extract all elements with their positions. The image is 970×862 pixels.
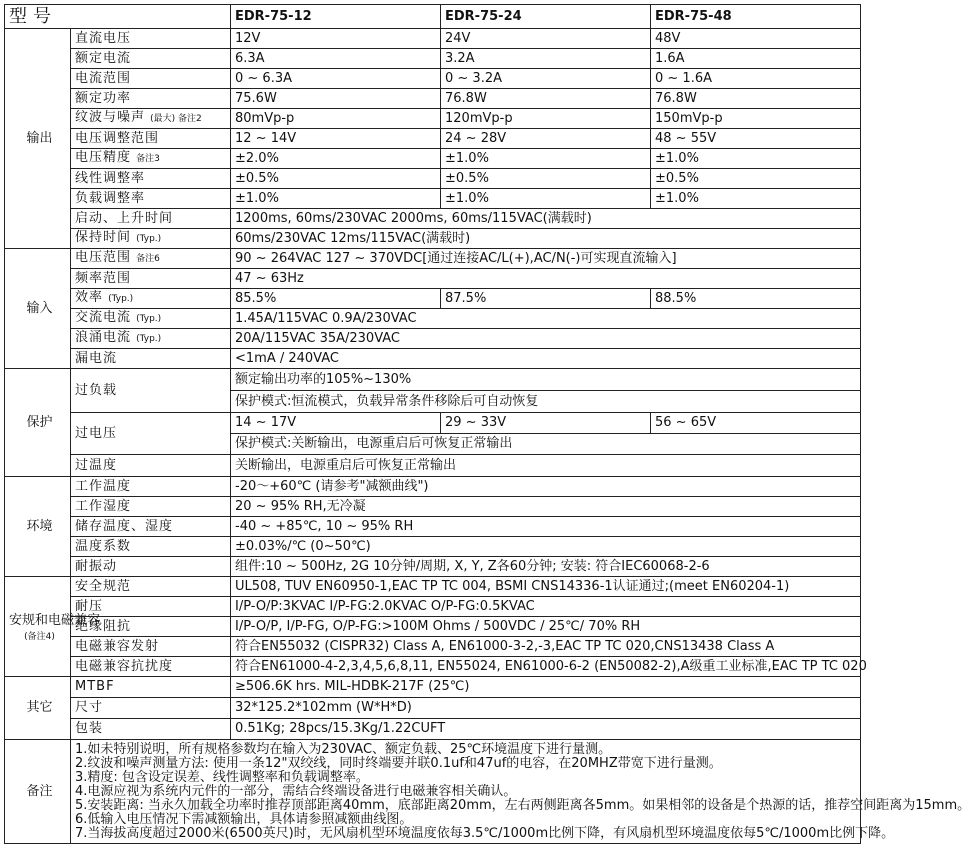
model-type-label: 型号: [5, 5, 231, 29]
cell-value: ±1.0%: [231, 189, 441, 209]
label-text: 电压精度: [75, 150, 132, 165]
row-label: [71, 249, 231, 269]
remark-line: 5.安装距离: 当永久加载全功率时推荐顶部距离40mm，底部距离20mm，左右两侧距离各5mm。如果相邻的设备是个热源的话，推荐空间距离为15mm。: [75, 797, 970, 813]
cell-value: ≥506.6K hrs. MIL-HDBK-217F (25℃): [231, 677, 861, 698]
cell-value: ±0.5%: [441, 169, 651, 189]
label-text: 耐振动: [75, 558, 118, 574]
table-row: [5, 309, 861, 329]
table-row: [5, 657, 861, 677]
cell-value: 56 ~ 65V: [651, 413, 861, 434]
label-text: MTBF: [75, 679, 115, 694]
table-row: [5, 5, 861, 29]
cell-value: 75.6W: [231, 89, 441, 109]
table-row: [5, 413, 861, 434]
row-label: [71, 517, 231, 537]
label-text: 储存温度、湿度: [75, 518, 174, 534]
cell-value: 24 ~ 28V: [441, 129, 651, 149]
cell-value: <1mA / 240VAC: [231, 349, 861, 369]
cell-value: 3.2A: [441, 49, 651, 69]
group-title: 输出: [26, 130, 53, 146]
cell-value: 29 ~ 33V: [441, 413, 651, 434]
cell-value: 符合EN61000-4-2,3,4,5,6,8,11, EN55024, EN61000-6-2 (EN50082-2),A级重工业标准,EAC TP TC 020: [231, 657, 861, 677]
row-label: [71, 537, 231, 557]
group-title: 输入: [26, 300, 53, 316]
remark-line: 1.如未特别说明，所有规格参数均在输入为230VAC、额定负载、25℃环境温度下进行量测。: [75, 741, 612, 757]
label-note: (Typ.): [136, 314, 162, 324]
cell-value: 48V: [651, 29, 861, 49]
label-text: 效率: [75, 290, 104, 305]
output-group: [5, 29, 71, 249]
row-label: [71, 657, 231, 677]
row-label: [71, 637, 231, 657]
table-row: [5, 477, 861, 497]
cell-value: 12V: [231, 29, 441, 49]
table-row: [5, 189, 861, 209]
cell-value: 0 ~ 6.3A: [231, 69, 441, 89]
cell-value: -40 ~ +85℃, 10 ~ 95% RH: [231, 517, 861, 537]
cell-value: -20～+60℃ (请参考"减额曲线"): [231, 477, 861, 497]
group-note: (备注4): [24, 632, 55, 642]
cell-value: 保护模式:关断输出，电源重启后可恢复正常输出: [231, 434, 861, 455]
label-text: 直流电压: [75, 30, 132, 46]
table-row: [5, 49, 861, 69]
remark-line: 7.当海拔高度超过2000米(6500英尺)时，无风扇机型环境温度依每3.5℃/1000m比例下降，有风扇机型环境温度依每5℃/1000m比例下降。: [75, 825, 895, 841]
cell-value: 76.8W: [441, 89, 651, 109]
label-text: 额定功率: [75, 90, 132, 106]
remark-line: 2.纹波和噪声测量方法: 使用一条12"双绞线，同时终端要并联0.1uf和47uf的电容，在20MHZ带宽下进行量测。: [75, 755, 722, 771]
cell-value: ±0.5%: [651, 169, 861, 189]
row-label: 过电压: [71, 413, 231, 455]
table-row: [5, 677, 861, 698]
cell-value: 14 ~ 17V: [231, 413, 441, 434]
row-label: [71, 719, 231, 740]
table-row: [5, 369, 861, 391]
cell-value: 1200ms, 60ms/230VAC 2000ms, 60ms/115VAC(满载时): [231, 209, 861, 229]
row-label: [71, 109, 231, 129]
table-row: [5, 169, 861, 189]
group-title: 保护: [26, 414, 53, 430]
cell-value: 48 ~ 55V: [651, 129, 861, 149]
group-title: 安规和电磁兼容: [9, 613, 101, 628]
label-text: 电磁兼容发射: [75, 638, 160, 654]
table-row: [5, 597, 861, 617]
label-text: 工作温度: [75, 478, 132, 494]
label-text: 负载调整率: [75, 190, 146, 206]
model-name: EDR-75-24: [441, 5, 651, 29]
group-title: 备注: [26, 783, 53, 799]
label-text: 启动、上升时间: [75, 210, 174, 226]
cell-value: I/P-O/P:3KVAC I/P-FG:2.0KVAC O/P-FG:0.5KVAC: [231, 597, 861, 617]
spec-table: [4, 4, 970, 844]
label-text: 电压调整范围: [75, 130, 160, 146]
cell-value: 85.5%: [231, 289, 441, 309]
cell-value: 90 ~ 264VAC 127 ~ 370VDC[通过连接AC/L(+),AC/N(-)可实现直流输入]: [231, 249, 861, 269]
label-text: 交流电流: [75, 310, 132, 325]
table-row: [5, 497, 861, 517]
row-label: [71, 349, 231, 369]
cell-value: 额定输出功率的105%~130%: [231, 369, 861, 391]
table-row: [5, 249, 861, 269]
group-title: 其它: [26, 700, 53, 715]
cell-value: 60ms/230VAC 12ms/115VAC(满载时): [231, 229, 861, 249]
label-text: 浪涌电流: [75, 330, 132, 345]
table-row: [5, 455, 861, 477]
table-row: [5, 229, 861, 249]
cell-value: 12 ~ 14V: [231, 129, 441, 149]
row-label: [71, 89, 231, 109]
cell-value: 87.5%: [441, 289, 651, 309]
row-label: [71, 229, 231, 249]
model-name: EDR-75-48: [651, 5, 861, 29]
cell-value: 1.6A: [651, 49, 861, 69]
row-label: [71, 129, 231, 149]
table-row: [5, 740, 861, 844]
label-note: 备注6: [136, 254, 160, 264]
cell-value: 76.8W: [651, 89, 861, 109]
row-label: [71, 477, 231, 497]
cell-value: 6.3A: [231, 49, 441, 69]
cell-value: 保护模式:恒流模式，负载异常条件移除后可自动恢复: [231, 391, 861, 413]
table-row: [5, 29, 861, 49]
label-text: 频率范围: [75, 270, 132, 286]
protection-group: [5, 369, 71, 477]
row-label: [71, 289, 231, 309]
row-label: [71, 189, 231, 209]
table-row: [5, 149, 861, 169]
row-label: [71, 497, 231, 517]
remark-line: 6.低输入电压情况下需减额输出，具体请参照减额曲线图。: [75, 811, 413, 827]
label-text: 绝缘阻抗: [75, 618, 132, 634]
label-text: 漏电流: [75, 350, 118, 366]
table-row: [5, 69, 861, 89]
row-label: [71, 329, 231, 349]
remarks-group: [5, 740, 71, 844]
label-text: 电磁兼容抗扰度: [75, 658, 174, 674]
label-text: 尺寸: [75, 700, 104, 715]
cell-value: ±1.0%: [651, 149, 861, 169]
table-row: [5, 209, 861, 229]
row-label: [71, 269, 231, 289]
cell-value: 20A/115VAC 35A/230VAC: [231, 329, 861, 349]
label-text: 电流范围: [75, 70, 132, 86]
table-row: [5, 269, 861, 289]
table-row: [5, 89, 861, 109]
cell-value: 符合EN55032 (CISPR32) Class A, EN61000-3-2,-3,EAC TP TC 020,CNS13438 Class A: [231, 637, 861, 657]
remarks-text: [71, 740, 970, 844]
row-label: [71, 617, 231, 637]
cell-value: 88.5%: [651, 289, 861, 309]
table-row: [5, 557, 861, 577]
table-row: [5, 109, 861, 129]
table-row: [5, 577, 861, 597]
label-text: 线性调整率: [75, 170, 146, 186]
row-label: 过温度: [71, 455, 231, 477]
cell-value: 80mVp-p: [231, 109, 441, 129]
row-label: [71, 577, 231, 597]
row-label: [71, 209, 231, 229]
cell-value: 32*125.2*102mm (W*H*D): [231, 698, 861, 719]
label-note: 备注3: [136, 154, 160, 164]
table-row: [5, 698, 861, 719]
table-row: [5, 517, 861, 537]
row-label: [71, 309, 231, 329]
cell-value: 120mVp-p: [441, 109, 651, 129]
cell-value: 47 ~ 63Hz: [231, 269, 861, 289]
cell-value: I/P-O/P, I/P-FG, O/P-FG:>100M Ohms / 500VDC / 25℃/ 70% RH: [231, 617, 861, 637]
cell-value: ±0.5%: [231, 169, 441, 189]
label-note: (Typ.): [136, 234, 162, 244]
row-label: [71, 29, 231, 49]
input-group: [5, 249, 71, 369]
cell-value: 0.51Kg; 28pcs/15.3Kg/1.22CUFT: [231, 719, 861, 740]
cell-value: 组件:10 ~ 500Hz, 2G 10分钟/周期, X, Y, Z各60分钟; 安装: 符合IEC60068-2-6: [231, 557, 861, 577]
table-row: [5, 617, 861, 637]
row-label: 过负载: [71, 369, 231, 413]
model-name: EDR-75-12: [231, 5, 441, 29]
cell-value: 1.45A/115VAC 0.9A/230VAC: [231, 309, 861, 329]
label-text: 保持时间: [75, 230, 132, 245]
cell-value: 0 ~ 1.6A: [651, 69, 861, 89]
label-text: 包装: [75, 721, 104, 736]
row-label: [71, 677, 231, 698]
row-label: [71, 169, 231, 189]
table-row: [5, 349, 861, 369]
label-text: 温度系数: [75, 538, 132, 554]
cell-value: ±1.0%: [441, 189, 651, 209]
table-row: [5, 637, 861, 657]
row-label: [71, 557, 231, 577]
label-text: 工作湿度: [75, 498, 132, 514]
cell-value: ±0.03%/℃ (0~50℃): [231, 537, 861, 557]
cell-value: 0 ~ 3.2A: [441, 69, 651, 89]
cell-value: ±1.0%: [441, 149, 651, 169]
table-row: [5, 719, 861, 740]
remark-line: 4.电源应视为系统内元件的一部分，需结合终端设备进行电磁兼容相关确认。: [75, 783, 517, 799]
label-text: 额定电流: [75, 50, 132, 66]
table-row: [5, 289, 861, 309]
row-label: [71, 69, 231, 89]
cell-value: 关断输出，电源重启后可恢复正常输出: [231, 455, 861, 477]
others-group: [5, 677, 71, 740]
row-label: [71, 149, 231, 169]
table-row: [5, 329, 861, 349]
label-text: 纹波与噪声: [75, 110, 146, 125]
cell-value: ±2.0%: [231, 149, 441, 169]
cell-value: 24V: [441, 29, 651, 49]
table-row: [5, 129, 861, 149]
table-row: [5, 537, 861, 557]
label-text: 电压范围: [75, 250, 132, 265]
label-text: 安全规范: [75, 578, 132, 594]
cell-value: 150mVp-p: [651, 109, 861, 129]
label-note: (Typ.): [136, 334, 162, 344]
remark-line: 3.精度: 包含设定误差、线性调整率和负载调整率。: [75, 769, 369, 785]
cell-value: UL508, TUV EN60950-1,EAC TP TC 004, BSMI CNS14336-1认证通过;(meet EN60204-1): [231, 577, 861, 597]
label-note: (最大) 备注2: [150, 114, 202, 124]
label-text: 耐压: [75, 598, 104, 614]
row-label: [71, 698, 231, 719]
label-note: (Typ.): [108, 294, 134, 304]
group-title: 环境: [26, 518, 53, 534]
row-label: [71, 49, 231, 69]
cell-value: ±1.0%: [651, 189, 861, 209]
cell-value: 20 ~ 95% RH,无冷凝: [231, 497, 861, 517]
environment-group: [5, 477, 71, 577]
